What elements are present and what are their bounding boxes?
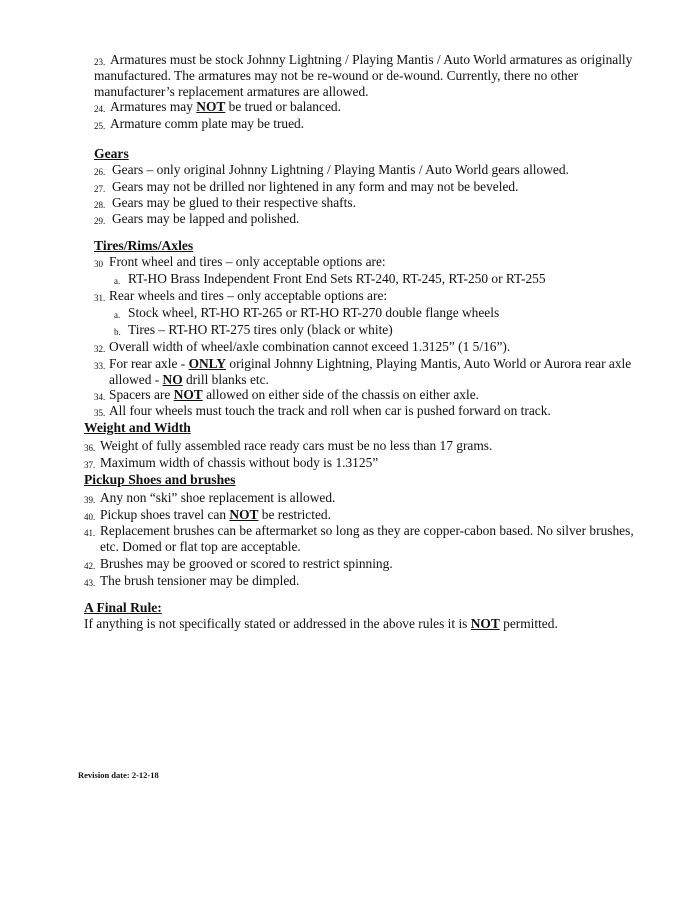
rule-31a-text: Stock wheel, RT-HO RT-265 or RT-HO RT-270 double flange wheels	[128, 305, 500, 320]
rule-41-number: 41.	[84, 528, 96, 538]
not-emphasis: NOT	[470, 616, 500, 631]
rule-31b-text: Tires – RT-HO RT-275 tires only (black or white)	[128, 322, 393, 337]
rule-27-text: Gears may not be drilled nor lightened in any form and may not be beveled.	[112, 179, 519, 194]
rule-40-number: 40.	[84, 512, 96, 522]
only-emphasis: ONLY	[188, 356, 227, 371]
rule-43-text: The brush tensioner may be dimpled.	[100, 573, 300, 588]
rule-26-number: 26.	[94, 167, 106, 177]
rule-25-number: 25.	[94, 121, 106, 131]
weight-width-heading: Weight and Width	[84, 420, 191, 435]
rule-28-text: Gears may be glued to their respective shafts.	[112, 195, 356, 210]
tires-rims-axles-heading: Tires/Rims/Axles	[94, 238, 194, 253]
rule-31-number: 31.	[94, 293, 106, 303]
pickup-shoes-heading: Pickup Shoes and brushes	[84, 472, 236, 487]
rule-32-text: Overall width of wheel/axle combination cannot exceed 1.3125” (1 5/16”).	[109, 339, 511, 354]
rule-33-number: 33.	[94, 361, 106, 371]
rule-43-number: 43.	[84, 578, 96, 588]
rule-24-text: Armatures may NOT be trued or balanced.	[110, 99, 341, 114]
rule-30-text: Front wheel and tires – only acceptable options are:	[109, 254, 386, 269]
rule-40-text: Pickup shoes travel can NOT be restricted.	[100, 507, 331, 522]
rule-35-text: All four wheels must touch the track and roll when car is pushed forward on track.	[109, 403, 551, 418]
final-rule-heading: A Final Rule:	[84, 600, 162, 615]
rule-39-number: 39.	[84, 495, 96, 505]
rule-37-number: 37.	[84, 460, 96, 470]
rule-26-text: Gears – only original Johnny Lightning / Playing Mantis / Auto World gears allowed.	[112, 162, 569, 177]
rule-30-number: 30	[94, 259, 103, 269]
rule-29-text: Gears may be lapped and polished.	[112, 211, 300, 226]
rule-42-number: 42.	[84, 561, 96, 571]
rule-31b-number: b.	[114, 327, 121, 337]
not-emphasis: NOT	[196, 99, 226, 114]
gears-heading: Gears	[94, 146, 129, 161]
rule-23-line-1: Armatures must be stock Johnny Lightning / Playing Mantis / Auto World armatures as originally	[110, 52, 633, 67]
rule-41-line-1: Replacement brushes can be aftermarket so long as they are copper-cabon based. No silver brushes,	[100, 523, 634, 538]
rule-23-number: 23.	[94, 57, 106, 67]
rule-42-text: Brushes may be grooved or scored to restrict spinning.	[100, 556, 393, 571]
rule-37-text: Maximum width of chassis without body is 1.3125”	[100, 455, 379, 470]
not-emphasis: NOT	[173, 387, 203, 402]
rule-23-line-2: manufactured. The armatures may not be re-wound or de-wound. Currently, there no other	[94, 68, 579, 83]
rule-30a-number: a.	[114, 276, 121, 286]
rule-30a-text: RT-HO Brass Independent Front End Sets RT-240, RT-245, RT-250 or RT-255	[128, 271, 546, 286]
not-emphasis: NOT	[229, 507, 259, 522]
rule-29-number: 29.	[94, 216, 106, 226]
revision-date: Revision date: 2-12-18	[78, 770, 159, 780]
rule-41-line-2: etc. Domed or flat top are acceptable.	[100, 539, 301, 554]
rule-24-number: 24.	[94, 104, 106, 114]
final-rule-text: If anything is not specifically stated or addressed in the above rules it is NOT permitted.	[84, 616, 558, 631]
rule-34-text: Spacers are NOT allowed on either side of the chassis on either axle.	[109, 387, 479, 402]
rule-39-text: Any non “ski” shoe replacement is allowed.	[100, 490, 336, 505]
rule-23-line-3: manufacturer’s replacement armatures are allowed.	[94, 84, 369, 99]
rule-31a-number: a.	[114, 310, 121, 320]
rule-34-number: 34.	[94, 392, 106, 402]
rule-31-text: Rear wheels and tires – only acceptable options are:	[109, 288, 388, 303]
rule-36-text: Weight of fully assembled race ready cars must be no less than 17 grams.	[100, 438, 493, 453]
rule-27-number: 27.	[94, 184, 106, 194]
rule-33-line-2: allowed - NO drill blanks etc.	[109, 372, 269, 387]
rule-25-text: Armature comm plate may be trued.	[110, 116, 305, 131]
rule-36-number: 36.	[84, 443, 96, 453]
rule-35-number: 35.	[94, 408, 106, 418]
rule-32-number: 32.	[94, 344, 106, 354]
no-emphasis: NO	[162, 372, 183, 387]
rule-28-number: 28.	[94, 200, 106, 210]
rule-33-line-1: For rear axle - ONLY original Johnny Lightning, Playing Mantis, Auto World or Aurora rear axle	[109, 356, 632, 371]
